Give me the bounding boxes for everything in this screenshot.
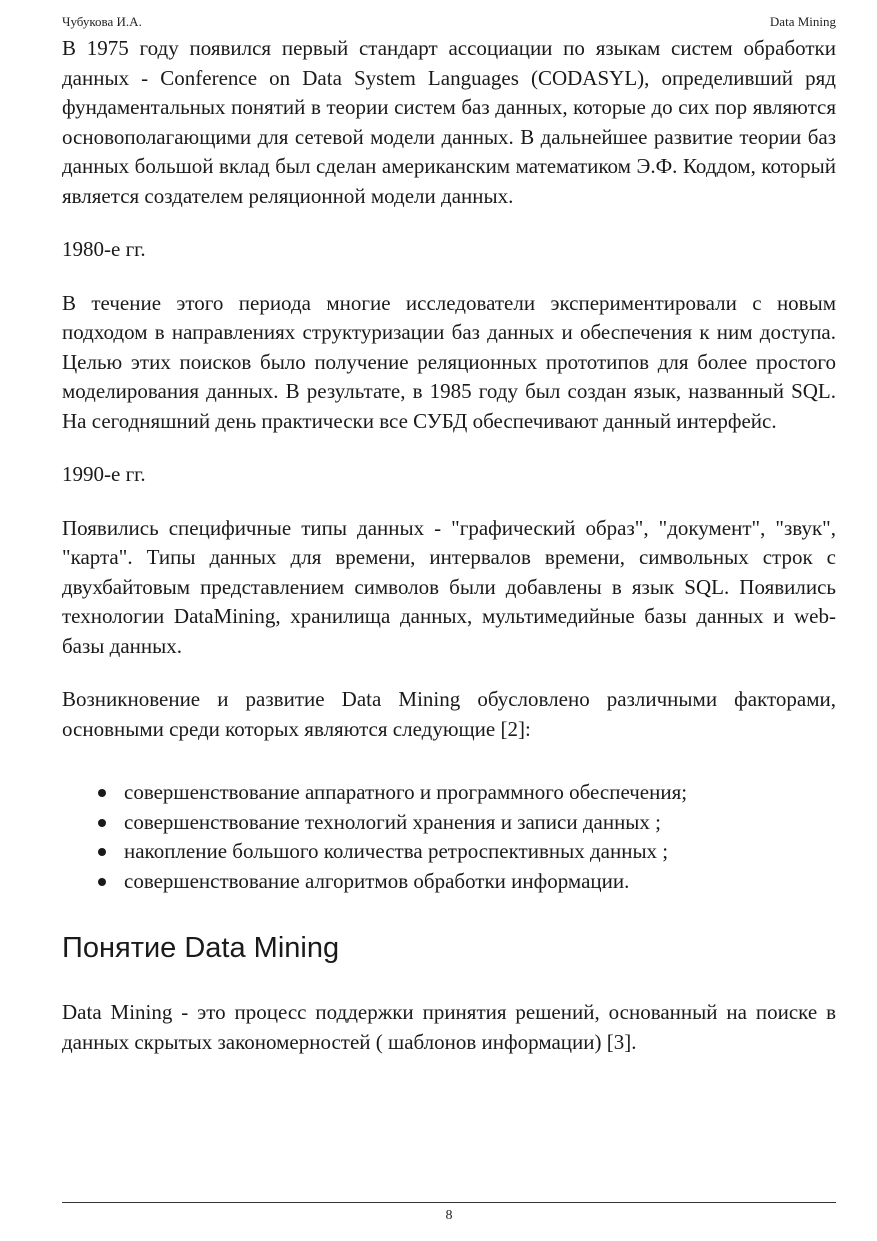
paragraph-codasyl: В 1975 году появился первый стандарт ассоциации по языкам систем обработки данных - Conference on Data System Languages (CODASYL), определивший ряд фундаментальных понятий в теории систем баз данных, которые до сих пор являются основополагающими для сетевой модели данных. В дальнейшее развитие теории баз данных большой вклад был сделан американским математиком Э.Ф. Коддом, который является создателем реляционной модели данных. <box>62 36 836 208</box>
list-item <box>62 808 836 838</box>
period-heading-1990: 1990-е гг. <box>62 462 146 486</box>
list-item-text: накопление большого количества ретроспективных данных ; <box>124 839 669 863</box>
bullet-icon <box>98 789 106 797</box>
header-title: Data Mining <box>769 14 836 29</box>
section-title: Понятие Data Mining <box>62 932 340 964</box>
bullet-icon <box>98 848 106 856</box>
bullet-icon <box>98 819 106 827</box>
list-item-text: совершенствование алгоритмов обработки информации. <box>124 868 630 893</box>
page-footer <box>62 1202 836 1225</box>
header-author: Чубукова И.А. <box>62 14 142 29</box>
list-item-text: совершенствование технологий хранения и записи данных ; <box>124 809 661 834</box>
period-heading-1980: 1980-е гг. <box>62 237 146 261</box>
list-item <box>62 778 836 808</box>
paragraph-1980s: В течение этого периода многие исследователи экспериментировали с новым подходом в направлениях структуризации баз данных и обеспечения к ним доступа. Целью этих поисков было получение реляционных прототипов для более простого моделирования данных. В результате, в 1985 году был создан язык, названный SQL. На сегодняшний день практически все СУБД обеспечивают данный интерфейс. <box>62 290 836 433</box>
paragraph-factors-intro: Возникновение и развитие Data Mining обусловлено различными факторами, основными среди которых являются следующие [2]: <box>62 687 836 741</box>
paragraph-definition: Data Mining - это процесс поддержки принятия решений, основанный на поиске в данных скрытых закономерностей ( шаблонов информации) [3]. <box>62 1000 836 1054</box>
bullet-icon <box>98 878 106 886</box>
list-item <box>62 837 836 867</box>
page-number: 8 <box>445 1208 453 1223</box>
paragraph-1990s: Появились специфичные типы данных - "графический образ", "документ", "звук", "карта". Типы данных для времени, интервалов времени, символьных строк с двухбайтовым представлением символов были добавлены в язык SQL. Появились технологии DataMining, хранилища данных, мультимедийные базы данных и web-базы данных. <box>62 515 836 658</box>
list-item-text: совершенствование аппаратного и программного обеспечения; <box>124 780 688 804</box>
document-page <box>62 14 836 1229</box>
running-header <box>62 14 836 34</box>
factors-list <box>62 778 836 896</box>
list-item <box>62 867 836 897</box>
